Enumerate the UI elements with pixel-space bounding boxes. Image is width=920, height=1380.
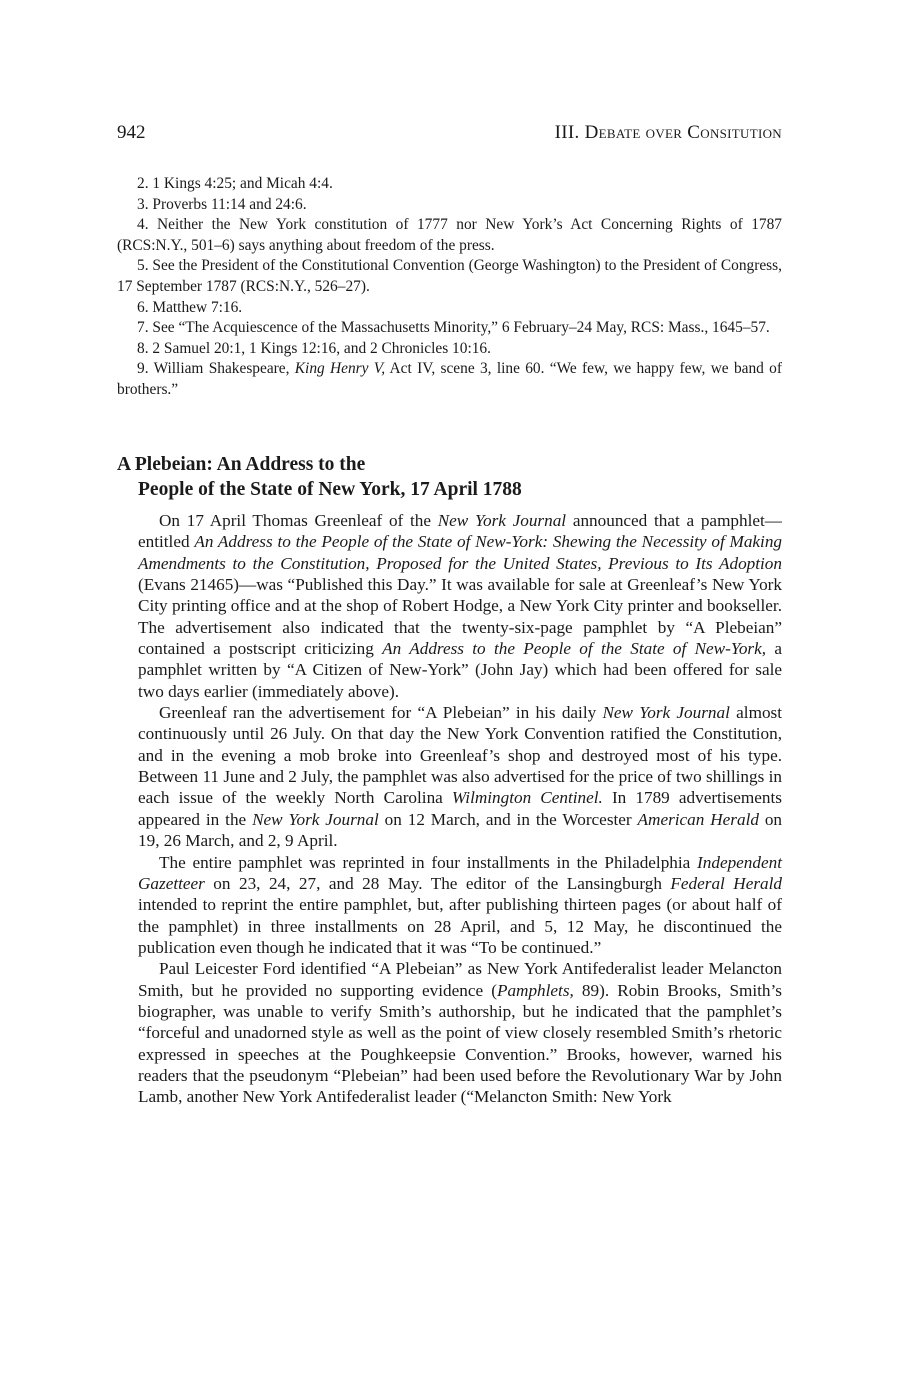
newspaper-title: Federal Herald [670, 873, 782, 893]
paragraph-3 [138, 852, 782, 959]
newspaper-title: Independent Gazetteer [138, 852, 782, 893]
text-run: 89). Robin Brooks, Smith’s biographer, was unable to verify Smith’s authorship, but he indicated that the pamphlet’s “forceful and unadorned style as well as the point of view closely resembled Smith’s rhetoric expressed in speeches at the Poughkeepsie Convention.” Brooks, however, warned his readers that the pseudonym “Plebeian” had been used before the Revolutionary War by John Lamb, another New York Antifederalist leader (“Melancton Smith: New York [138, 980, 782, 1107]
footnote [117, 359, 782, 400]
footnote: 2. 1 Kings 4:25; and Micah 4:4. [137, 175, 333, 192]
section-title: III. Debate over Consitution [554, 122, 782, 143]
footnote: 5. See the President of the Constitutional Convention (George Washington) to the President of Congress, 17 September 1787 (RCS:N.Y., 526–27). [117, 257, 782, 295]
footnotes [117, 174, 782, 401]
footnote: 8. 2 Samuel 20:1, 1 Kings 12:16, and 2 Chronicles 10:16. [137, 339, 491, 357]
heading-line-2: People of the State of New York, 17 April 1788 [138, 479, 522, 500]
text-run: Paul Leicester Ford identified “A Plebeian” as New York Antifederalist leader Melancton Smith, but he provided no supporting evidence ( [138, 959, 782, 1000]
newspaper-title: New York Journal [252, 809, 379, 829]
text-run: on 12 March, and in the Worcester [378, 809, 638, 829]
paragraph-1 [138, 510, 782, 702]
text-run: (Evans 21465)—was “Published this Day.” It was available for sale at Greenleaf’s New York City printing office and at the shop of Robert Hodge, a New York City printer and bookseller. The advertisement also indicated that the twenty-six-page pamphlet by “A Plebeian” contained a postscript criticizing [138, 575, 782, 659]
footnote: 6. Matthew 7:16. [137, 298, 243, 316]
text-run: On 17 April Thomas Greenleaf of the [159, 511, 438, 530]
newspaper-title: New York Journal [602, 703, 730, 723]
pamphlet-title: An Address to the People of the State of New-York: Shewing the Necessity of Making Amendments to the Constitution, Proposed for the United States, Previous to Its Adoption [138, 532, 783, 573]
newspaper-title: American Herald [637, 809, 759, 829]
pamphlet-title: An Address to the People of the State of New-York, [382, 639, 767, 659]
text-run: a pamphlet written by “A Citizen of New-York” (John Jay) which had been offered for sale two days earlier (immediately above). [138, 639, 782, 701]
paragraph-4 [138, 958, 782, 1107]
text-run: on 23, 24, 27, and 28 May. The editor of the Lansingburgh [204, 873, 671, 893]
paragraph-2 [138, 702, 782, 851]
text-run: In 1789 advertisements appeared in the [138, 788, 782, 829]
body-text [138, 510, 782, 1108]
newspaper-title: New York Journal [437, 511, 567, 530]
text-run: intended to reprint the entire pamphlet, but, after publishing thirteen pages (or about half of the pamphlet) in three installments on 28 April, and 5, 12 May, he discontinued the publication even though he indicated that it was “To be continued.” [138, 895, 782, 957]
text-run: announced that a pamphlet—entitled [138, 511, 782, 552]
play-title: King Henry V, [294, 360, 386, 378]
text-run: on 19, 26 March, and 2, 9 April. [138, 809, 783, 851]
heading-line-1: A Plebeian: An Address to the [117, 454, 366, 475]
text-run: almost continuously until 26 July. On that day the New York Convention ratified the Constitution, and in the evening a mob broke into Greenleaf’s shop and destroyed most of his type. Between 11 June and 2 July, the pamphlet was also advertised for the price of two shillings in each issue of the weekly North Carolina [138, 703, 782, 808]
footnote: 3. Proverbs 11:14 and 24:6. [137, 195, 307, 213]
footnote-text: 9. William Shakespeare, [137, 360, 295, 378]
footnote: 4. Neither the New York constitution of 1777 nor New York’s Act Concerning Rights of 1787 (RCS:N.Y., 501–6) says anything about freedom of the press. [117, 216, 782, 254]
text-run: Greenleaf ran the advertisement for “A Plebeian” in his daily [159, 703, 603, 723]
footnote: 7. See “The Acquiescence of the Massachusetts Minority,” 6 February–24 May, RCS: Mass., 1645–57. [137, 319, 770, 337]
footnote-text: Act IV, scene 3, line 60. “We few, we happy few, we band of brothers.” [117, 360, 782, 398]
book-title: Pamphlets, [496, 980, 574, 1000]
page-number: 942 [117, 122, 146, 143]
newspaper-title: Wilmington Centinel. [451, 788, 603, 808]
text-run: The entire pamphlet was reprinted in four installments in the Philadelphia [159, 852, 698, 872]
document-heading [117, 452, 782, 502]
